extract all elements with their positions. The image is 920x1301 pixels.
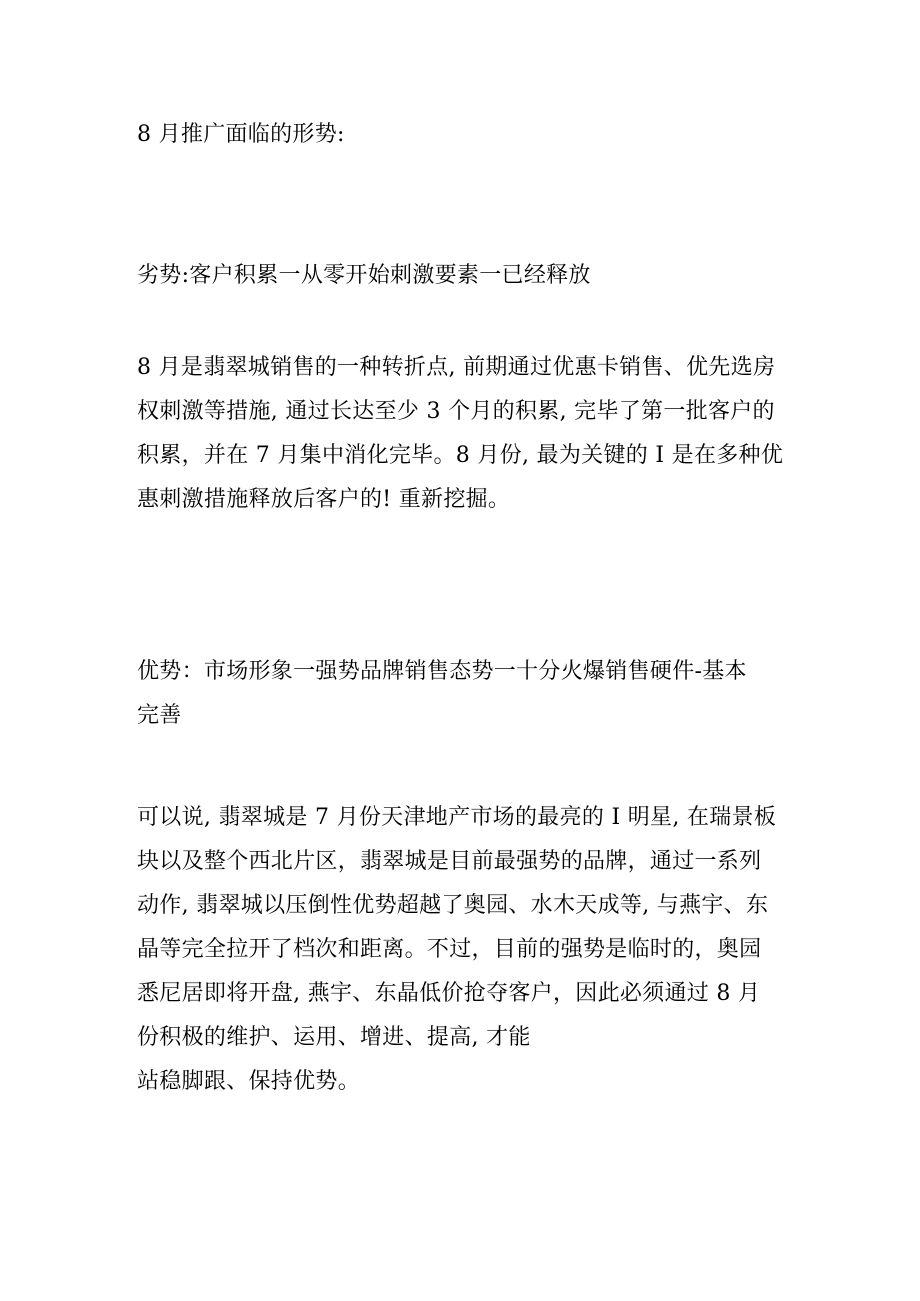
strength-line: 块以及整个西北片区，翡翠城是目前最强势的品牌，通过一系列 xyxy=(137,849,762,874)
weakness-paragraph xyxy=(137,346,787,522)
weakness-line: 权刺激等措施, 通过长达至少 3 个月的积累, 完毕了第一批客户的 xyxy=(137,399,775,424)
strength-paragraph xyxy=(137,796,787,1104)
strength-line: 悉尼居即将开盘, 燕宇、东晶低价抢夺客户，因此必须通过 8 月 xyxy=(137,981,761,1006)
strength-line: 可以说, 翡翠城是 7 月份天津地产市场的最亮的 I 明星, 在瑞景板 xyxy=(137,805,777,830)
strength-line: 站稳脚跟、保持优势。 xyxy=(137,1069,361,1094)
weakness-heading xyxy=(137,254,787,298)
weakness-heading-line: 劣势:客户积累一从零开始刺激要素一已经释放 xyxy=(137,263,591,288)
strength-line: 份积极的维护、运用、增进、提高, 才能 xyxy=(137,1025,531,1050)
title-line: 8 月推广面临的形势: xyxy=(137,122,345,147)
strength-heading-line: 完善 xyxy=(137,703,182,728)
weakness-line: 8 月是翡翠城销售的一种转折点, 前期通过优惠卡销售、优先选房 xyxy=(137,355,776,380)
strength-heading xyxy=(137,650,787,738)
strength-heading-line: 优势：市场形象一强势品牌销售态势一十分火爆销售硬件-基本 xyxy=(137,659,747,684)
weakness-line: 积累，并在 7 月集中消化完毕。8 月份, 最为关键的 I 是在多种优 xyxy=(137,443,784,468)
strength-line: 晶等完全拉开了档次和距离。不过，目前的强势是临时的，奥园 xyxy=(137,937,762,962)
section-title xyxy=(137,113,787,157)
weakness-line: 惠刺激措施释放后客户的! 重新挖掘。 xyxy=(137,487,511,512)
strength-line: 动作, 翡翠城以压倒性优势超越了奥园、水木天成等, 与燕宇、东 xyxy=(137,893,769,918)
